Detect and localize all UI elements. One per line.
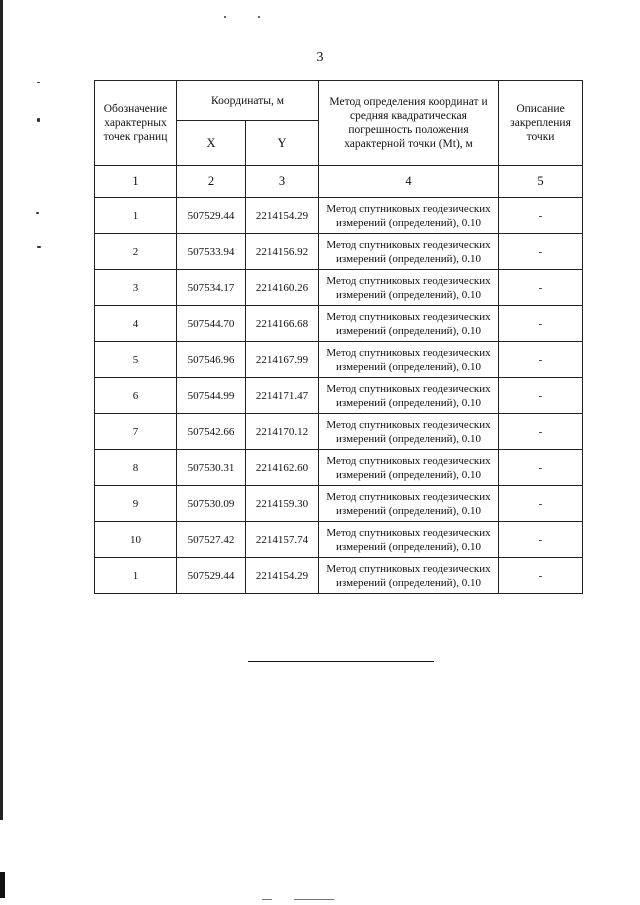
y-coordinate-cell: 2214154.29 xyxy=(246,198,319,234)
scan-speck xyxy=(37,246,41,248)
x-coordinate-cell: 507544.99 xyxy=(177,378,246,414)
method-cell: Метод спутниковых геодезических измерений (определений), 0.10 xyxy=(319,378,499,414)
point-cell: 1 xyxy=(95,558,177,594)
header-point-designation: Обозначение характерных точек границ xyxy=(95,81,177,166)
x-coordinate-cell: 507527.42 xyxy=(177,522,246,558)
description-cell: - xyxy=(499,414,583,450)
table-row xyxy=(95,198,583,234)
y-coordinate-cell: 2214160.26 xyxy=(246,270,319,306)
table-row xyxy=(95,522,583,558)
x-coordinate-cell: 507529.44 xyxy=(177,198,246,234)
scan-bottom-dash xyxy=(262,899,272,900)
y-coordinate-cell: 2214157.74 xyxy=(246,522,319,558)
description-cell: - xyxy=(499,270,583,306)
point-cell: 1 xyxy=(95,198,177,234)
closing-rule xyxy=(248,661,434,662)
description-cell: - xyxy=(499,234,583,270)
column-number: 1 xyxy=(95,166,177,198)
x-coordinate-cell: 507534.17 xyxy=(177,270,246,306)
y-coordinate-cell: 2214159.30 xyxy=(246,486,319,522)
scan-speck xyxy=(37,118,40,122)
table-row xyxy=(95,342,583,378)
table-row xyxy=(95,270,583,306)
description-cell: - xyxy=(499,342,583,378)
header-description: Описание закрепления точки xyxy=(499,81,583,166)
x-coordinate-cell: 507533.94 xyxy=(177,234,246,270)
coordinates-table xyxy=(94,80,583,594)
table-row xyxy=(95,306,583,342)
page-number: 3 xyxy=(316,50,324,65)
table-row xyxy=(95,234,583,270)
description-cell: - xyxy=(499,558,583,594)
x-coordinate-cell: 507542.66 xyxy=(177,414,246,450)
description-cell: - xyxy=(499,450,583,486)
method-cell: Метод спутниковых геодезических измерений (определений), 0.10 xyxy=(319,450,499,486)
method-cell: Метод спутниковых геодезических измерений (определений), 0.10 xyxy=(319,234,499,270)
method-cell: Метод спутниковых геодезических измерений (определений), 0.10 xyxy=(319,270,499,306)
table-row xyxy=(95,450,583,486)
description-cell: - xyxy=(499,522,583,558)
column-number: 5 xyxy=(499,166,583,198)
column-number: 3 xyxy=(246,166,319,198)
y-coordinate-cell: 2214156.92 xyxy=(246,234,319,270)
table-row xyxy=(95,378,583,414)
header-coordinates: Координаты, м xyxy=(177,81,319,121)
y-coordinate-cell: 2214166.68 xyxy=(246,306,319,342)
method-cell: Метод спутниковых геодезических измерений (определений), 0.10 xyxy=(319,306,499,342)
scan-speck xyxy=(36,212,39,214)
y-coordinate-cell: 2214170.12 xyxy=(246,414,319,450)
header-y: Y xyxy=(246,121,319,166)
description-cell: - xyxy=(499,306,583,342)
description-cell: - xyxy=(499,378,583,414)
y-coordinate-cell: 2214154.29 xyxy=(246,558,319,594)
header-method: Метод определения координат и средняя квадратическая погрешность положения характерной точки (Mt), м xyxy=(319,81,499,166)
table-row xyxy=(95,486,583,522)
method-cell: Метод спутниковых геодезических измерений (определений), 0.10 xyxy=(319,198,499,234)
table-row xyxy=(95,414,583,450)
point-cell: 2 xyxy=(95,234,177,270)
y-coordinate-cell: 2214162.60 xyxy=(246,450,319,486)
x-coordinate-cell: 507546.96 xyxy=(177,342,246,378)
scan-bottom-dash xyxy=(294,899,334,900)
method-cell: Метод спутниковых геодезических измерений (определений), 0.10 xyxy=(319,342,499,378)
description-cell: - xyxy=(499,198,583,234)
y-coordinate-cell: 2214171.47 xyxy=(246,378,319,414)
header-x: X xyxy=(177,121,246,166)
x-coordinate-cell: 507530.31 xyxy=(177,450,246,486)
x-coordinate-cell: 507544.70 xyxy=(177,306,246,342)
scan-speck xyxy=(258,16,260,18)
table-row xyxy=(95,558,583,594)
method-cell: Метод спутниковых геодезических измерений (определений), 0.10 xyxy=(319,486,499,522)
y-coordinate-cell: 2214167.99 xyxy=(246,342,319,378)
point-cell: 8 xyxy=(95,450,177,486)
point-cell: 9 xyxy=(95,486,177,522)
method-cell: Метод спутниковых геодезических измерений (определений), 0.10 xyxy=(319,414,499,450)
x-coordinate-cell: 507529.44 xyxy=(177,558,246,594)
point-cell: 5 xyxy=(95,342,177,378)
scan-left-edge xyxy=(0,0,3,820)
point-cell: 10 xyxy=(95,522,177,558)
column-number: 2 xyxy=(177,166,246,198)
method-cell: Метод спутниковых геодезических измерений (определений), 0.10 xyxy=(319,558,499,594)
x-coordinate-cell: 507530.09 xyxy=(177,486,246,522)
point-cell: 3 xyxy=(95,270,177,306)
scan-binding-mark xyxy=(0,872,5,898)
point-cell: 6 xyxy=(95,378,177,414)
method-cell: Метод спутниковых геодезических измерений (определений), 0.10 xyxy=(319,522,499,558)
point-cell: 7 xyxy=(95,414,177,450)
column-number-row xyxy=(95,166,583,198)
column-number: 4 xyxy=(319,166,499,198)
scan-speck xyxy=(37,82,40,83)
scan-speck xyxy=(224,16,226,18)
description-cell: - xyxy=(499,486,583,522)
point-cell: 4 xyxy=(95,306,177,342)
